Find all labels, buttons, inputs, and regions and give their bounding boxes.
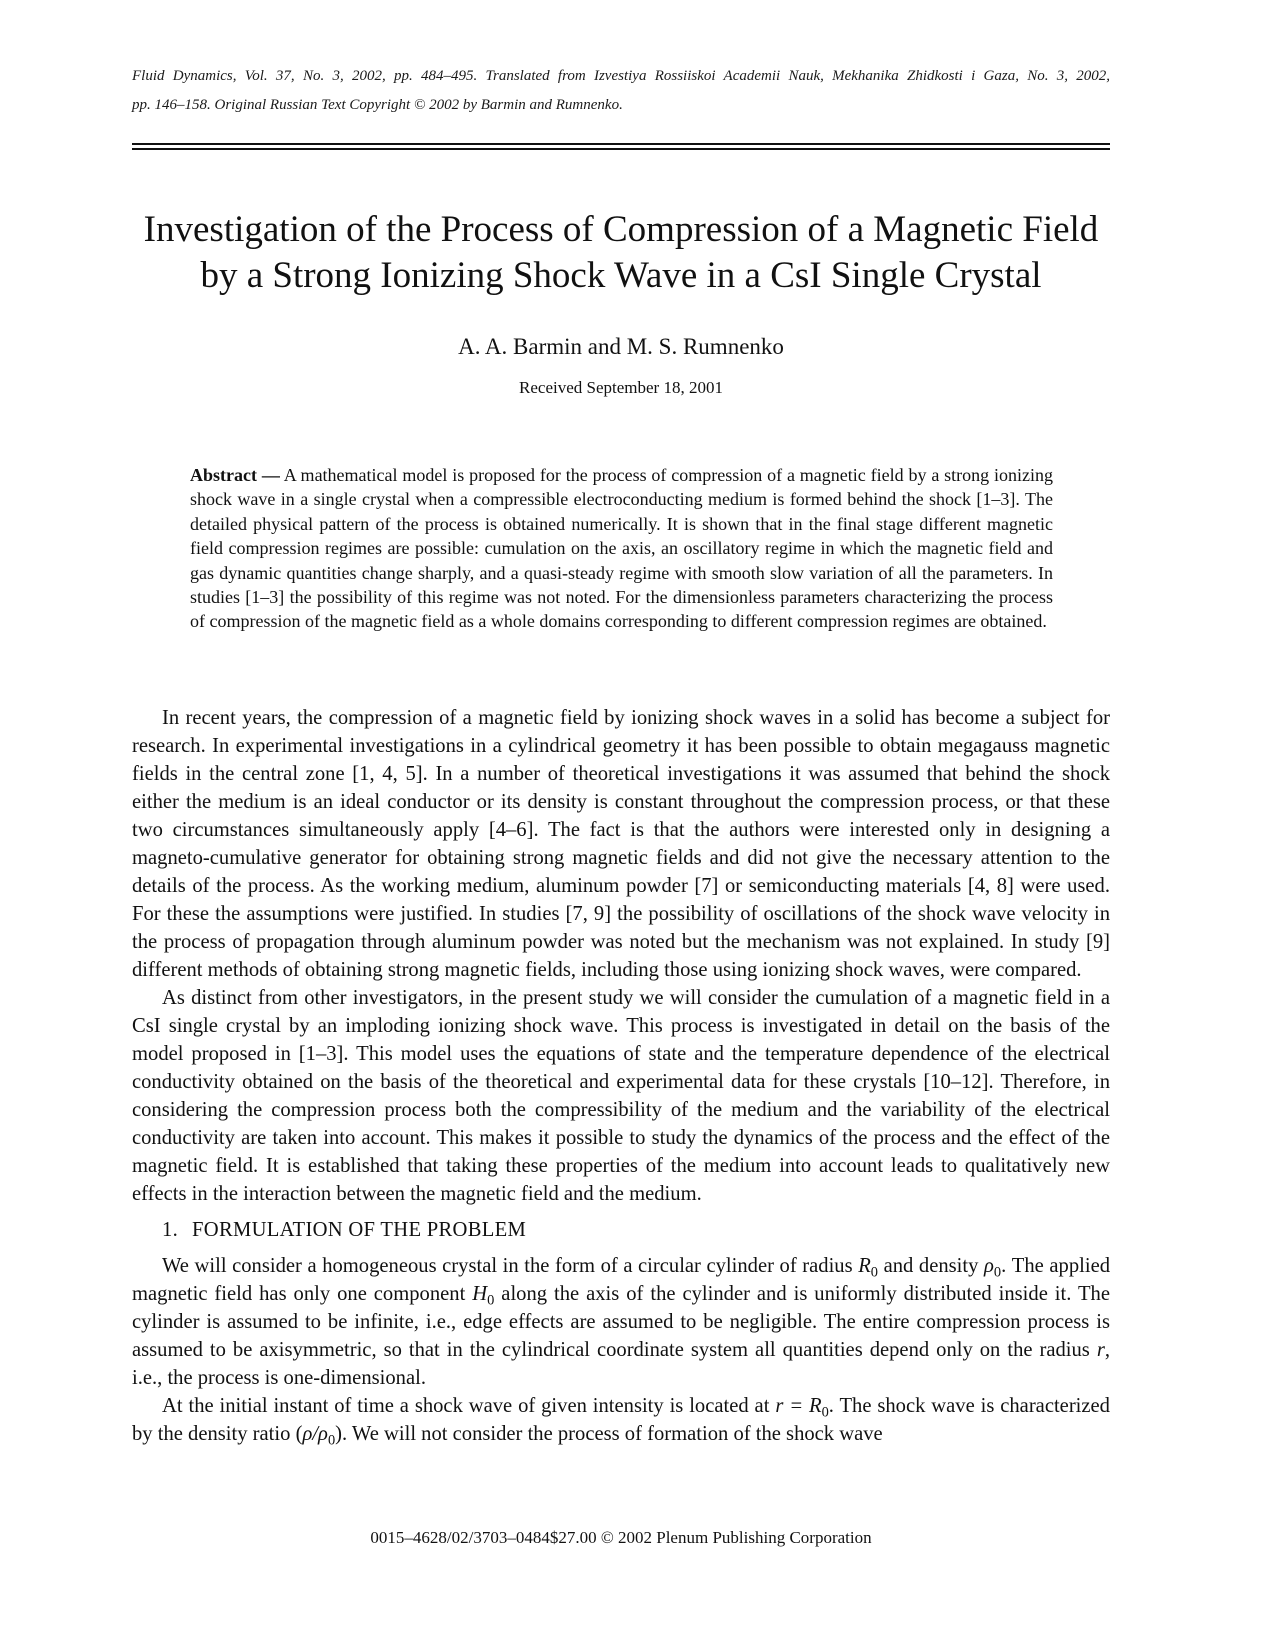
- section-number: 1.: [162, 1219, 179, 1241]
- section-heading: [162, 1216, 1110, 1244]
- journal-header: [132, 62, 1110, 120]
- symbol-R: R: [858, 1255, 871, 1277]
- symbol-r: r: [1096, 1339, 1105, 1361]
- section1-paragraph-2: At the initial instant of time a shock wave of given intensity is located at $r = R_0$. The shock wave is characterized by the density ratio $(\rho/\rho_0)$. We will not consider the process of formation of the shock wave: [132, 1395, 1110, 1449]
- header-double-rule: [132, 143, 1110, 150]
- section1-paragraph-1: We will consider a homogeneous crystal in the form of a circular cylinder of radius $R_0$ and density $\rho_0$. The applied magnetic field has only one component $H_0$ along the axis of the cylinder and is uniformly distributed inside it. The cylinder is assumed to be infinite, i.e., edge effects are assumed to be negligible. The entire compression process is assumed to be axisymmetric, so that in the cylindrical coordinate system all quantities depend only on the radius r, i.e., the process is one-dimensional.: [132, 1255, 1111, 1389]
- intro-paragraph-1: In recent years, the compression of a magnetic field by ionizing shock waves in a solid has become a subject for research. In experimental investigations in a cylindrical geometry it has been possible to obtain megagauss magnetic fields in the central zone [1, 4, 5]. In a number of theoretical investigations it was assumed that behind the shock either the medium is an ideal conductor or its density is constant throughout the compression process, or that these two circumstances simultaneously apply [4–6]. The fact is that the authors were interested only in designing a magneto-cumulative generator for obtaining strong magnetic fields and did not give the necessary attention to the details of the process. As the working medium, aluminum powder [7] or semiconducting materials [4, 8] were used. For these the assumptions were justified. In studies [7, 9] the possibility of oscillations of the shock wave velocity in the process of propagation through aluminum powder was noted but the mechanism was not explained. In study [9] different methods of obtaining strong magnetic fields, including those using ionizing shock waves, were compared.: [132, 707, 1110, 981]
- symbol-H: H: [472, 1283, 488, 1305]
- copyright-footer: 0015–4628/02/3703–0484$27.00 © 2002 Plenum Publishing Corporation: [370, 1528, 872, 1547]
- received-date: Received September 18, 2001: [519, 378, 723, 397]
- paper-title: [132, 207, 1110, 299]
- density-ratio: ρ/ρ: [302, 1423, 328, 1445]
- symbol-rho: ρ: [983, 1255, 994, 1277]
- journal-header-line-1: Fluid Dynamics, Vol. 37, No. 3, 2002, pp. 484–495. Translated from Izvestiya Rossiiskoi Academii Nauk, Mekhanika Zhidkosti i Gaza, No. 3, 2002,: [132, 68, 1110, 84]
- body-text: [132, 704, 1110, 1448]
- intro-paragraph-2: As distinct from other investigators, in the present study we will consider the cumulation of a magnetic field in a CsI single crystal by an imploding ionizing shock wave. This process is investigated in detail on the basis of the model proposed in [1–3]. This model uses the equations of state and the temperature dependence of the electrical conductivity obtained on the basis of the theoretical and experimental data for these crystals [10–12]. Therefore, in considering the compression process both the compressibility of the medium and the variability of the electrical conductivity are taken into account. This makes it possible to study the dynamics of the process and the effect of the magnetic field. It is established that taking these properties of the medium into account leads to qualitatively new effects in the interaction between the magnetic field and the medium.: [132, 987, 1110, 1205]
- paper-page: [132, 0, 1110, 1651]
- section-title: FORMULATION OF THE PROBLEM: [192, 1219, 527, 1241]
- paper-authors: A. A. Barmin and M. S. Rumnenko: [458, 334, 784, 359]
- paper-title-line-2: by a Strong Ionizing Shock Wave in a CsI Single Crystal: [200, 255, 1042, 296]
- paper-title-line-1: Investigation of the Process of Compression of a Magnetic Field: [143, 209, 1099, 250]
- abstract: [190, 463, 1053, 634]
- equation-r-equals-R0: r = R: [775, 1395, 822, 1417]
- abstract-text: A mathematical model is proposed for the process of compression of a magnetic field by a strong ionizing shock wave in a single crystal when a compressible electroconducting medium is formed behind the shock [1–3]. The detailed physical pattern of the process is obtained numerically. It is shown that in the final stage different magnetic field compression regimes are possible: cumulation on the axis, an oscillatory regime in which the magnetic field and gas dynamic quantities change sharply, and a quasi-steady regime with smooth slow variation of all the parameters. In studies [1–3] the possibility of this regime was not noted. For the dimensionless parameters characterizing the process of compression of the magnetic field as a whole domains corresponding to different compression regimes are obtained.: [190, 465, 1054, 632]
- abstract-label: Abstract —: [190, 465, 280, 485]
- journal-header-line-2: pp. 146–158. Original Russian Text Copyright © 2002 by Barmin and Rumnenko.: [132, 97, 623, 113]
